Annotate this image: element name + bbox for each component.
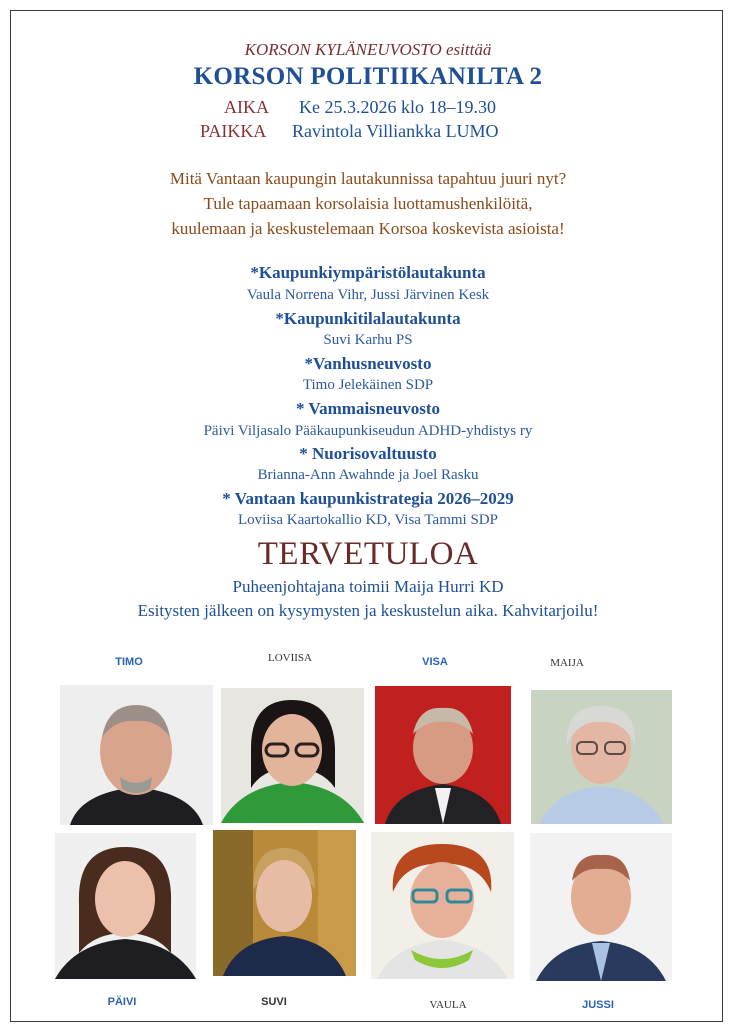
person-name-label: JUSSI [582,999,614,1011]
person-name-label: VISA [422,656,448,668]
board-members: Timo Jelekäinen SDP [302,377,434,393]
person-name-label: TIMO [115,656,143,668]
portrait-photo [60,685,213,825]
board-name: *Kaupunkiympäristölautakunta [250,263,486,282]
board-members: Loviisa Kaartokallio KD, Visa Tammi SDP [238,512,498,528]
event-title: KORSON POLITIIKANILTA 2 [193,63,543,90]
intro-line: kuulemaan ja keskustelemaan Korsoa koskevista asioista! [171,219,565,238]
portrait-photo [375,686,511,824]
board-name: * Vammaisneuvosto [295,399,441,418]
board-members: Brianna-Ann Awahnde ja Joel Rasku [257,467,479,483]
person-name-label: MAIJA [550,657,584,669]
intro-line: Mitä Vantaan kaupungin lautakunnissa tapahtuu juuri nyt? [169,169,567,188]
closing-line: Esitysten jälkeen on kysymysten ja keskustelun aika. Kahvitarjoilu! [137,601,599,620]
welcome-heading: TERVETULOA [257,536,479,572]
board-members: Vaula Norrena Vihr, Jussi Järvinen Kesk [246,287,490,303]
time-value: Ke 25.3.2026 klo 18–19.30 [299,97,496,117]
board-members: Suvi Karhu PS [323,332,413,348]
place-label: PAIKKA [200,121,267,141]
time-label: AIKA [224,97,269,117]
portrait-photo [371,832,514,979]
portrait-photo [530,833,672,981]
portrait-photo [55,833,196,979]
board-members: Päivi Viljasalo Pääkaupunkiseudun ADHD-yhdistys ry [203,423,533,439]
closing-line: Puheenjohtajana toimii Maija Hurri KD [232,577,504,596]
portrait-photo [221,688,364,823]
place-value: Ravintola Villiankka LUMO [292,121,499,141]
portrait-photo [213,830,356,976]
portrait-photo [531,690,672,824]
board-name: *Kaupunkitilalautakunta [275,309,461,328]
organizer-subtitle: KORSON KYLÄNEUVOSTO esittää [244,40,492,59]
board-name: *Vanhusneuvosto [304,354,432,373]
intro-line: Tule tapaamaan korsolaisia luottamushenkilöitä, [203,194,533,213]
person-name-label: PÄIVI [107,996,137,1008]
board-name: * Nuorisovaltuusto [299,444,437,463]
board-name: * Vantaan kaupunkistrategia 2026–2029 [222,489,514,508]
person-name-label: VAULA [429,999,467,1011]
person-name-label: SUVI [261,996,287,1008]
person-name-label: LOVIISA [268,652,312,664]
